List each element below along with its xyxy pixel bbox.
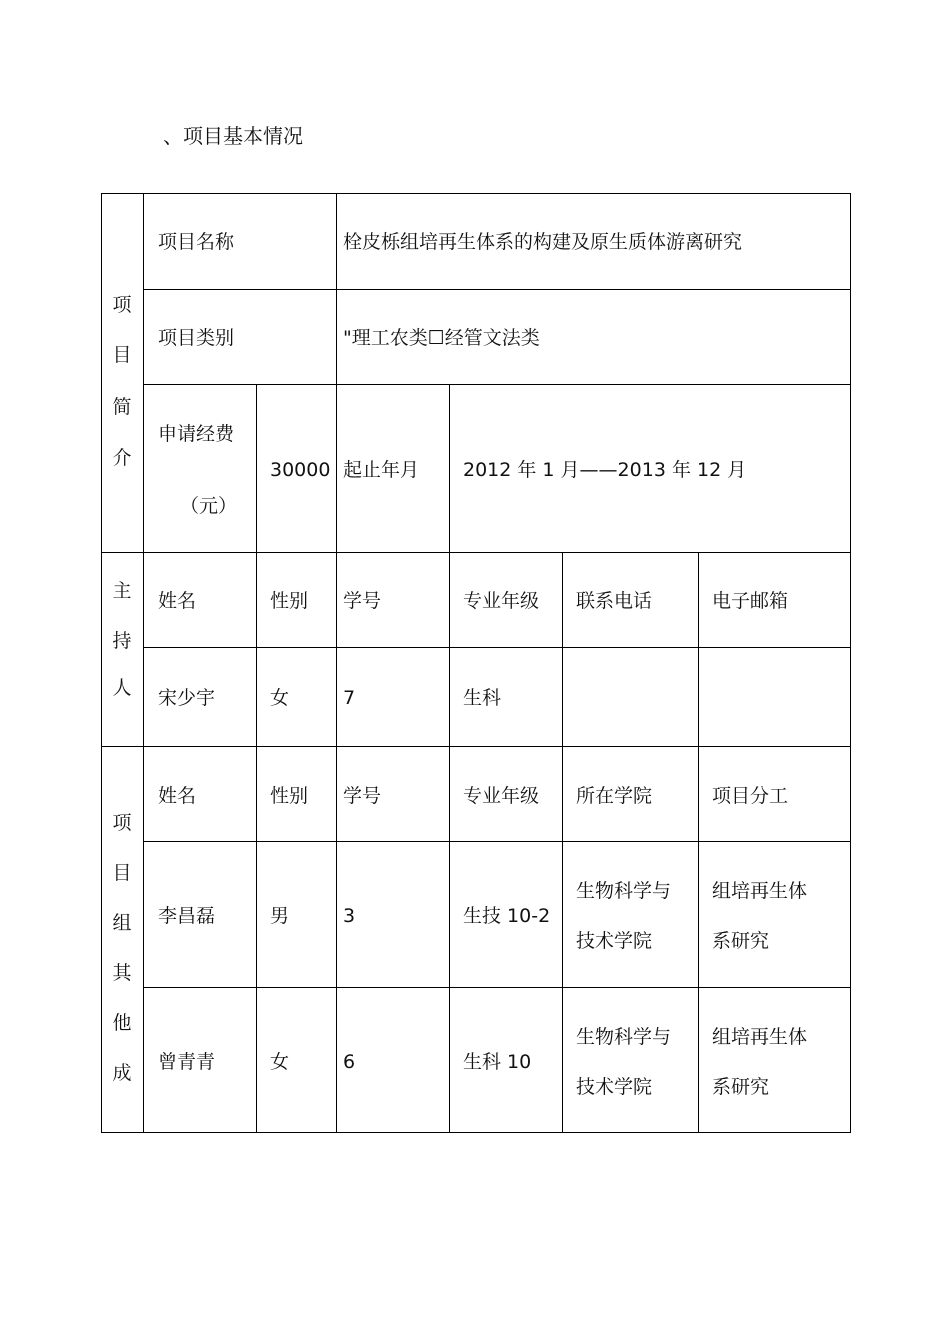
header-major: 专业年级 (463, 590, 540, 612)
project-name-value: 栓皮栎组培再生体系的构建及原生质体游离研究 (343, 231, 743, 253)
row-divider (101, 552, 851, 553)
row-divider (143, 289, 851, 290)
table-border-bottom (101, 1132, 851, 1133)
table-border-right (850, 193, 851, 1133)
member-role: 组培再生体 (712, 1026, 808, 1048)
host-major: 生科 (463, 687, 502, 709)
header-college: 所在学院 (576, 785, 653, 807)
section-label-char: 目 (112, 344, 132, 366)
period-value: 2012 年 1 月——2013 年 12 月 (463, 459, 747, 481)
project-category-value: "理工农类☐经管文法类 (343, 327, 540, 349)
section-label-char: 成 (112, 1062, 132, 1084)
member-college: 生物科学与 (576, 1026, 672, 1048)
col-divider (562, 552, 563, 1133)
header-major: 专业年级 (463, 785, 540, 807)
member-major: 生技 10-2 (463, 905, 551, 927)
member-student-id: 3 (343, 905, 356, 927)
row-divider (143, 647, 851, 648)
col-divider (449, 384, 450, 1133)
member-college-cont: 技术学院 (576, 930, 653, 952)
col-divider (336, 384, 337, 1133)
row-divider (143, 384, 851, 385)
member-college-cont: 技术学院 (576, 1076, 653, 1098)
header-phone: 联系电话 (576, 590, 653, 612)
host-name: 宋少宇 (158, 687, 216, 709)
section-label-char: 主 (112, 580, 132, 602)
page-heading: 、项目基本情况 (163, 124, 303, 148)
col-divider (698, 552, 699, 1133)
section-label-char: 持 (112, 630, 132, 652)
section-label-char: 其 (112, 962, 132, 984)
section-label-char: 目 (112, 862, 132, 884)
project-category-label: 项目类别 (158, 327, 235, 349)
member-role-cont: 系研究 (712, 1076, 770, 1098)
row-divider (101, 746, 851, 747)
header-student-id: 学号 (343, 590, 382, 612)
col-divider (256, 384, 257, 1133)
table-border-left (101, 193, 102, 1133)
host-student-id: 7 (343, 687, 356, 709)
header-email: 电子邮箱 (712, 590, 789, 612)
section-label-char: 组 (112, 912, 132, 934)
header-student-id: 学号 (343, 785, 382, 807)
member-college: 生物科学与 (576, 880, 672, 902)
header-role: 项目分工 (712, 785, 789, 807)
member-name: 曾青青 (158, 1051, 216, 1073)
section-label-char: 他 (112, 1012, 132, 1034)
fund-label: 申请经费 (158, 423, 235, 445)
member-role: 组培再生体 (712, 880, 808, 902)
member-major: 生科 10 (463, 1051, 532, 1073)
fund-unit-label: （元） (180, 495, 238, 517)
member-student-id: 6 (343, 1051, 356, 1073)
section-label-char: 介 (112, 447, 132, 469)
project-name-label: 项目名称 (158, 231, 235, 253)
row-divider (143, 841, 851, 842)
member-gender: 男 (270, 905, 290, 927)
fund-value: 30000 (270, 459, 331, 481)
header-gender: 性别 (270, 785, 309, 807)
col-divider (143, 193, 144, 1133)
section-label-char: 项 (112, 294, 132, 316)
header-name: 姓名 (158, 590, 197, 612)
table-border-top (101, 193, 851, 194)
member-name: 李昌磊 (158, 905, 216, 927)
header-gender: 性别 (270, 590, 309, 612)
section-label-char: 项 (112, 812, 132, 834)
host-gender: 女 (270, 687, 290, 709)
section-label-char: 人 (112, 677, 132, 699)
col-divider (336, 193, 337, 385)
section-label-char: 简 (112, 396, 132, 418)
member-gender: 女 (270, 1051, 290, 1073)
header-name: 姓名 (158, 785, 197, 807)
period-label: 起止年月 (343, 459, 420, 481)
row-divider (143, 987, 851, 988)
member-role-cont: 系研究 (712, 930, 770, 952)
